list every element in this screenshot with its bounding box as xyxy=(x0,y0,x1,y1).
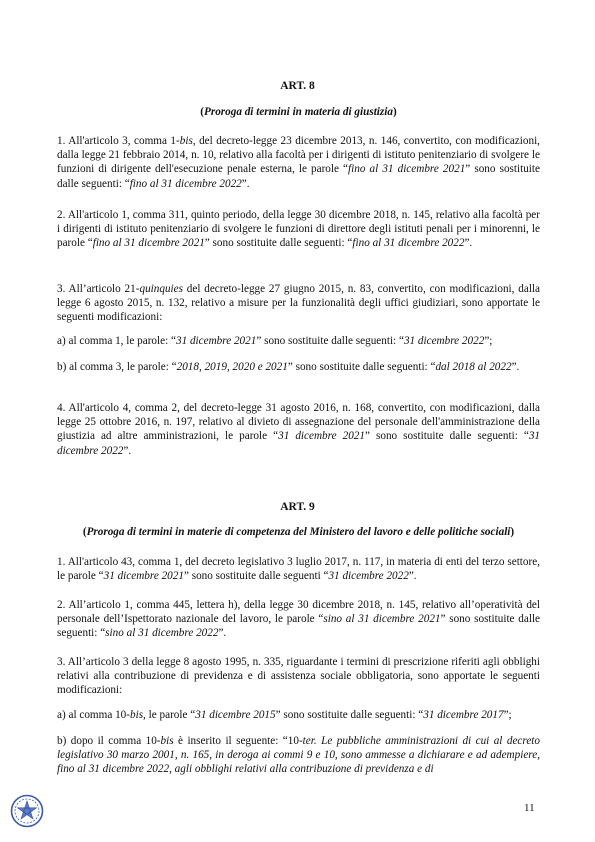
art9-item-a: a) al comma 10-bis, le parole “31 dicembre 2015” sono sostituite dalle seguenti: “31 dicembre 2017”; xyxy=(57,709,512,721)
art8-paragraph-1: 1. All'articolo 3, comma 1-bis, del decreto-legge 23 dicembre 2013, n. 146, convertito, con modificazioni, dalla legge 21 febbraio 2014, n. 10, relativo alla facoltà per i dirigenti di istituto penitenziario di svolgere le funzioni di dirigente dell'esecuzione penale esterna, le parole “fino al 31 dicembre 2021” sono sostituite dalle seguenti: “fino al 31 dicembre 2022”. xyxy=(57,135,540,190)
art9-item-b: b) dopo il comma 10-bis è inserito il seguente: “10-ter. Le pubbliche amministrazioni di cui al decreto legislativo 30 marzo 2001, n. 165, in deroga ai commi 9 e 10, sono ammesse a dichiarare e ad adempiere, fino al 31 dicembre 2022, agli obblighi relativi alla contribuzione di previdenza e di xyxy=(57,735,540,776)
art8-paragraph-4: 4. All'articolo 4, comma 2, del decreto-legge 31 agosto 2016, n. 168, convertito, con modificazioni, dalla legge 25 ottobre 2016, n. 197, relativo al divieto di assegnazione del personale dell'amministrazione della giustizia ad altre amministrazioni, le parole “31 dicembre 2021” sono sostituite dalle seguenti: “31 dicembre 2022”. xyxy=(57,402,540,457)
art9-paragraph-1: 1. All'articolo 43, comma 1, del decreto legislativo 3 luglio 2017, n. 117, in materia di enti del terzo settore, le parole “31 dicembre 2021” sono sostituite dalle seguenti “31 dicembre 2022”. xyxy=(57,556,540,583)
art9-subtitle: (Proroga di termini in materie di competenza del Ministero del lavoro e delle politiche sociali) xyxy=(82,526,515,538)
art8-subtitle: (Proroga di termini in materia di giustizia) xyxy=(200,106,397,118)
art8-item-a: a) al comma 1, le parole: “31 dicembre 2021” sono sostituite dalle seguenti: “31 dicembre 2022”; xyxy=(57,335,493,347)
art8-paragraph-2: 2. All'articolo 1, comma 311, quinto periodo, della legge 30 dicembre 2018, n. 145, relativo alla facoltà per i dirigenti di istituto penitenziario di svolgere le funzioni di direttore degli istituti penali per i minorenni, le parole “fino al 31 dicembre 2021” sono sostituite dalle seguenti: “fino al 31 dicembre 2022”. xyxy=(57,209,540,250)
art8-heading: ART. 8 xyxy=(280,80,315,92)
art9-paragraph-3: 3. All’articolo 3 della legge 8 agosto 1995, n. 335, riguardante i termini di prescrizione riferiti agli obblighi relativi alla contribuzione di previdenza e di assistenza sociale obbligatoria, sono apportate le seguenti modificazioni: xyxy=(57,656,540,697)
page-number: 11 xyxy=(524,802,535,814)
art8-paragraph-3: 3. All’articolo 21-quinquies del decreto-legge 27 giugno 2015, n. 83, convertito, con modificazioni, dalla legge 6 agosto 2015, n. 132, relativo a misure per la funzionalità degli uffici giudiziari, sono apportate le seguenti modificazioni: xyxy=(57,283,540,324)
art9-paragraph-2: 2. All’articolo 1, comma 445, lettera h), della legge 30 dicembre 2018, n. 145, relativo all’operatività del personale dell’Ispettorato nazionale del lavoro, le parole “sino al 31 dicembre 2021” sono sostituite dalle seguenti: “sino al 31 dicembre 2022”. xyxy=(57,599,541,640)
art8-item-b: b) al comma 3, le parole: “2018, 2019, 2020 e 2021” sono sostituite dalle seguenti: “dal 2018 al 2022”. xyxy=(57,361,520,373)
republic-emblem-icon xyxy=(10,794,44,828)
art9-heading: ART. 9 xyxy=(280,501,315,513)
